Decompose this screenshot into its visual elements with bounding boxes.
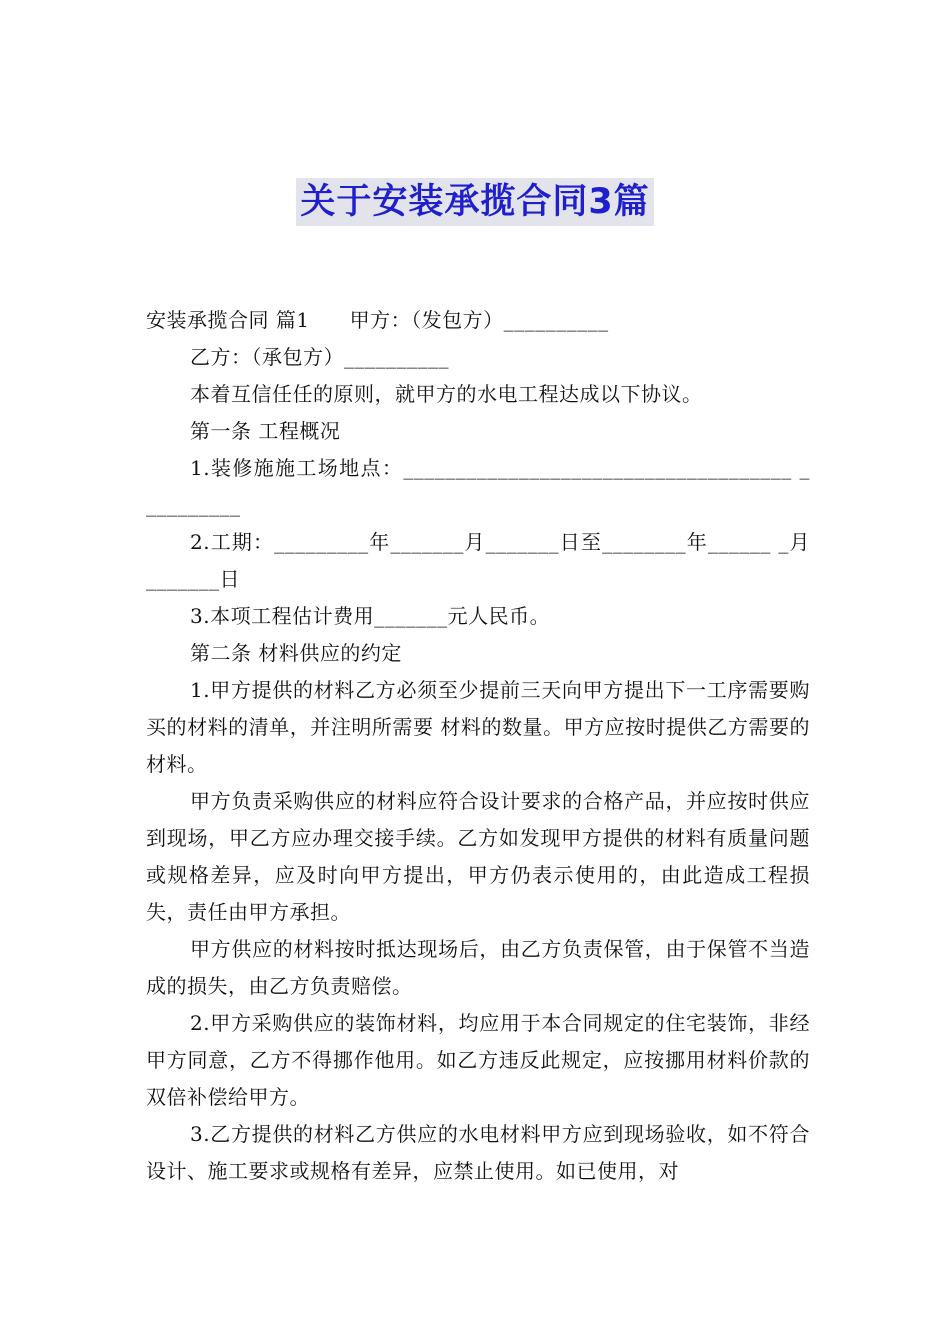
- article-heading: 第一条 工程概况: [190, 419, 341, 443]
- contract-section-label: 安装承揽合同 篇1: [146, 308, 310, 332]
- document-title-wrap: [0, 178, 950, 226]
- document-body: [146, 302, 810, 1190]
- document-title: 关于安装承揽合同3篇: [296, 178, 653, 226]
- article-heading: 第二条 材料供应的约定: [190, 641, 402, 665]
- paragraph: 甲方供应的材料按时抵达现场后，由乙方负责保管，由于保管不当造成的损失，由乙方负责赔偿。: [146, 937, 810, 998]
- paragraph: 甲方负责采购供应的材料应符合设计要求的合格产品，并应按时供应到现场，甲乙方应办理交接手续。乙方如发现甲方提供的材料有质量问题或规格差异，应及时向甲方提出，甲方仍表示使用的，由此造成工程损失，责任由甲方承担。: [146, 789, 810, 924]
- paragraph: 1.装修施施工场地点：_____________________________________ __________: [146, 456, 810, 517]
- party-b-line: 乙方：（承包方）__________: [190, 345, 449, 369]
- paragraph: 2.甲方采购供应的装饰材料，均应用于本合同规定的住宅装饰，非经甲方同意，乙方不得挪作他用。如乙方违反此规定，应按挪用材料价款的双倍补偿给甲方。: [146, 1011, 810, 1109]
- paragraph: 3.乙方提供的材料乙方供应的水电材料甲方应到现场验收，如不符合设计、施工要求或规格有差异，应禁止使用。如已使用，对: [146, 1122, 810, 1183]
- paragraph-heading-line: [146, 302, 810, 339]
- paragraph: 2.工期：_________年_______月_______日至________年______ _月_______日: [146, 530, 810, 591]
- paragraph: 1.甲方提供的材料乙方必须至少提前三天向甲方提出下一工序需要购买的材料的清单，并注明所需要 材料的数量。甲方应按时提供乙方需要的材料。: [146, 678, 810, 776]
- party-a-line: 甲方：（发包方）__________: [349, 308, 609, 332]
- paragraph: 3.本项工程估计费用_______元人民币。: [190, 604, 551, 628]
- paragraph: 本着互信任任的原则，就甲方的水电工程达成以下协议。: [190, 382, 703, 406]
